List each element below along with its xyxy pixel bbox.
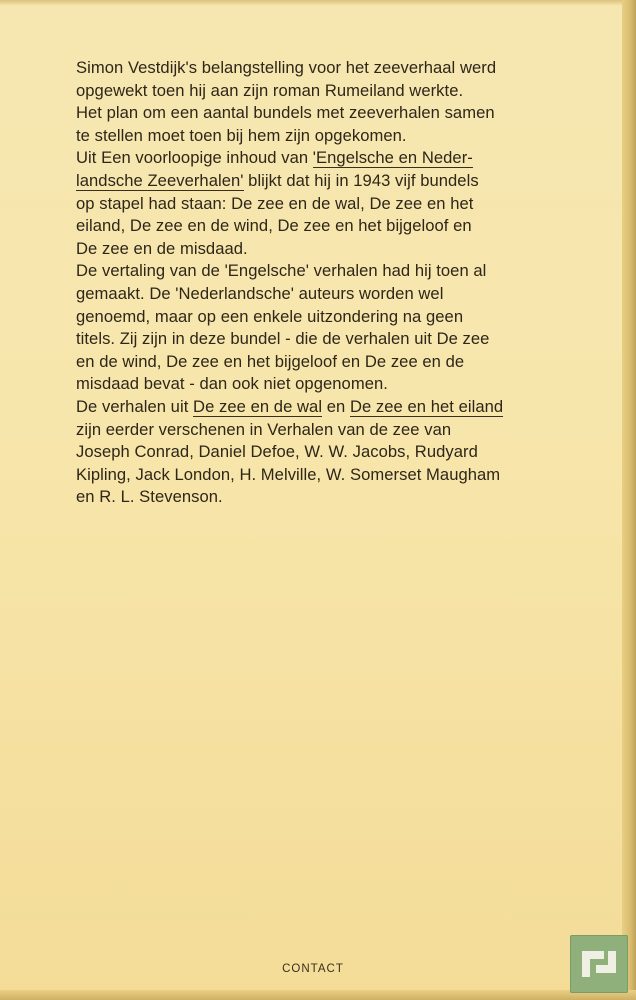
blurb-text-segment: Uit Een voorloopige inhoud van (76, 148, 313, 168)
cover-spine-edge (622, 0, 636, 1000)
blurb-text-segment: De verhalen uit (76, 396, 194, 416)
underlined-title: De zee en het eiland (349, 396, 504, 416)
blurb-line: en de wind, De zee en het bijgeloof en De zee en de (76, 351, 465, 371)
blurb-text-segment: en (322, 396, 350, 416)
blurb-line: Het plan om een aantal bundels met zeeverhalen samen (76, 103, 495, 123)
blurb-line (76, 170, 596, 193)
cover-bottom-edge (0, 990, 636, 1000)
blurb-line: Simon Vestdijk's belangstelling voor het zeeverhaal werd (76, 58, 497, 77)
blurb-line: Joseph Conrad, Daniel Defoe, W. W. Jacobs, Rudyard (76, 442, 478, 462)
blurb-line: De zee en de misdaad. (76, 238, 248, 258)
underlined-title: 'Engelsche en Neder- (312, 148, 473, 168)
underlined-title: De zee en de wal (193, 396, 323, 416)
blurb-line (76, 147, 596, 170)
blurb-line: gemaakt. De 'Nederlandsche' auteurs worden wel (76, 283, 444, 303)
blurb-line: De vertaling van de 'Engelsche' verhalen had hij toen al (76, 261, 487, 281)
underlined-title: landsche Zeeverhalen' (76, 170, 244, 190)
blurb-line: zijn eerder verschenen in Verhalen van de zee van (76, 419, 452, 439)
blurb-line: opgewekt toen hij aan zijn roman Rumeiland werkte. (76, 80, 464, 100)
blurb-line: Kipling, Jack London, H. Melville, W. Somerset Maugham (76, 464, 501, 484)
blurb-line: te stellen moet toen bij hem zijn opgekomen. (76, 125, 407, 145)
blurb-line: op stapel had staan: De zee en de wal, De zee en het (76, 193, 474, 213)
blurb-line: misdaad bevat - dan ook niet opgenomen. (76, 374, 388, 394)
price-sticker-logo (570, 935, 628, 993)
blurb-line (76, 396, 596, 419)
publisher-name: CONTACT (282, 963, 344, 975)
blurb-text-segment: blijkt dat hij in 1943 vijf bundels (243, 170, 479, 190)
blurb-line: genoemd, maar op een enkele uitzondering na geen (76, 306, 464, 326)
blurb-text (76, 57, 596, 509)
blurb-line: titels. Zij zijn in deze bundel - die de verhalen uit De zee (76, 329, 490, 349)
blurb-line: en R. L. Stevenson. (76, 487, 223, 507)
blurb-line: eiland, De zee en de wind, De zee en het bijgeloof en (76, 216, 472, 236)
cover-top-edge (0, 0, 636, 6)
